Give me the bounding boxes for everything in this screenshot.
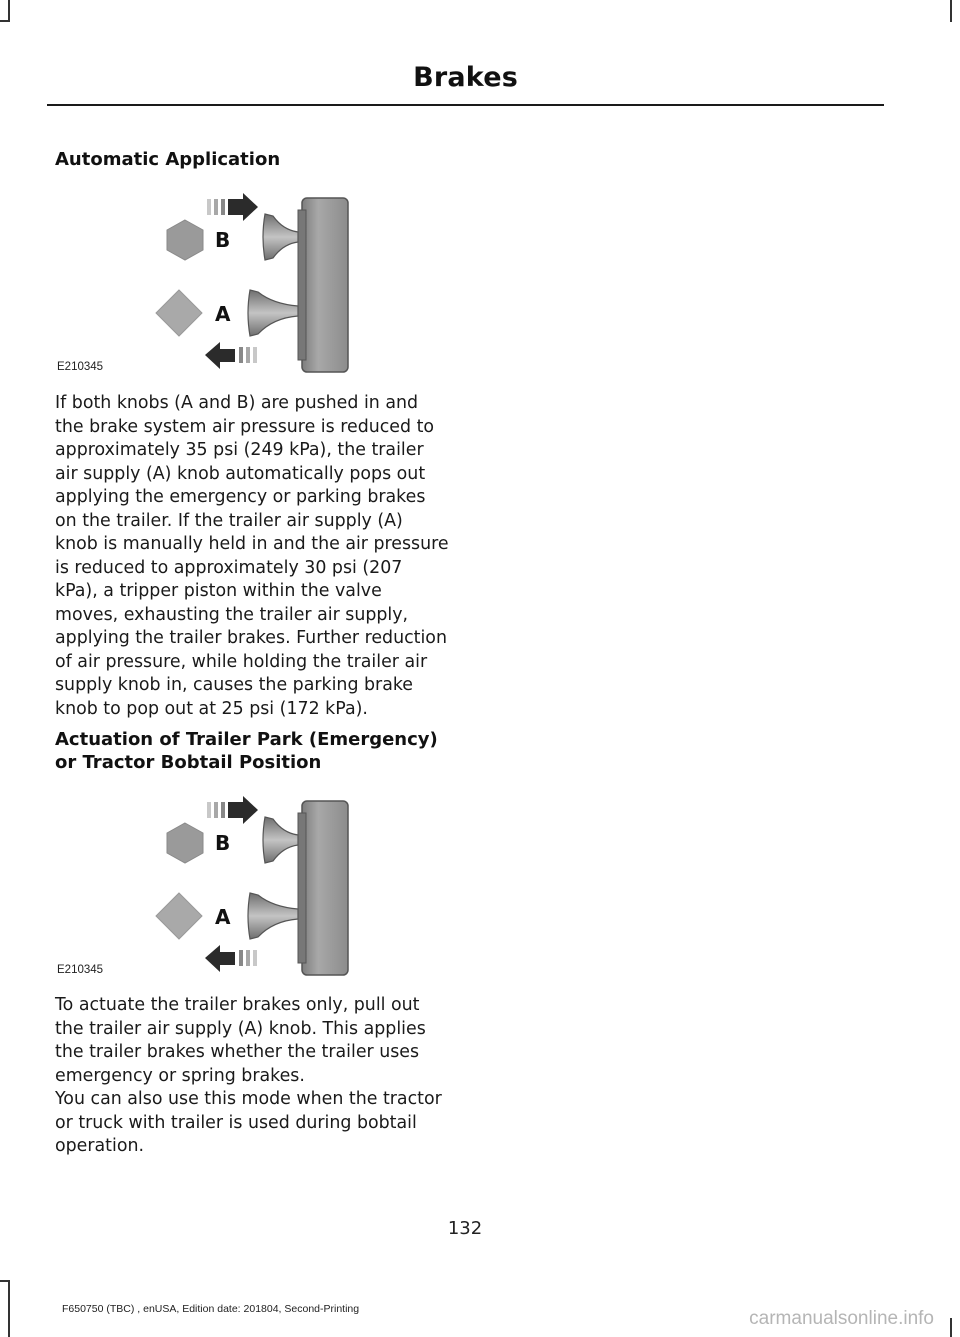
figure-brake-knobs-2: [55, 795, 355, 980]
body-text-block-2: [55, 994, 450, 1088]
body-text-block-1: [55, 392, 450, 721]
crop-mark-top-right-v: [950, 0, 952, 22]
paragraph: You can also use this mode when the tractor or truck with trailer is used during bobtail operation.: [55, 1089, 442, 1156]
figure-label-b: B: [215, 831, 231, 855]
diamond-knob-a: [156, 893, 202, 939]
section-actuation-trailer-park: [55, 728, 450, 774]
paragraph: To actuate the trailer brakes only, pull out the trailer air supply (A) knob. This applies the trailer brakes whether the trailer uses emergency or spring brakes.: [55, 995, 426, 1086]
diamond-knob-a: [156, 290, 202, 336]
arrow-right-icon: [207, 796, 258, 824]
brake-knobs-illustration: [55, 192, 355, 377]
crop-mark-top-left-v: [8, 0, 10, 22]
section-heading: Automatic Application: [55, 149, 281, 170]
crop-mark-bottom-left-v: [8, 1280, 10, 1337]
footer-edition-info: F650750 (TBC) , enUSA, Edition date: 201804, Second-Printing: [62, 1303, 360, 1315]
page-header-title: Brakes: [413, 62, 518, 93]
figure-label-b: B: [215, 228, 231, 252]
figure-code: E210345: [57, 361, 104, 373]
section-automatic-application: [55, 148, 450, 171]
arrow-right-icon: [207, 193, 258, 221]
crop-mark-bottom-left-h: [0, 1280, 10, 1282]
watermark: carmanualsonline.info: [749, 1308, 934, 1329]
hexagon-knob-b: [167, 823, 203, 863]
figure-label-a: A: [215, 905, 231, 929]
brake-knobs-illustration: [55, 795, 355, 980]
section-heading: Actuation of Trailer Park (Emergency) or Tractor Bobtail Position: [55, 729, 438, 773]
arrow-left-icon: [205, 342, 257, 369]
crop-mark-top-left-h: [0, 20, 10, 22]
body-text-block-3: [55, 1088, 450, 1159]
arrow-left-icon: [205, 945, 257, 972]
header-divider: [47, 104, 884, 106]
page-number: 132: [447, 1218, 483, 1239]
figure-code: E210345: [57, 964, 104, 976]
crop-mark-bottom-right-v: [950, 1318, 952, 1337]
hexagon-knob-b: [167, 220, 203, 260]
paragraph: If both knobs (A and B) are pushed in and the brake system air pressure is reduced to approximately 35 psi (249 kPa), the trailer air supply (A) knob automatically pops out applying the emergency or parking brakes on the trailer. If the trailer air supply (A) knob is manually held in and the air pressure is reduced to approximately 30 psi (207 kPa), a tripper piston within the valve moves, exhausting the trailer air supply, applying the trailer brakes. Further reduction of air pressure, while holding the trailer air supply knob in, causes the parking brake knob to pop out at 25 psi (172 kPa).: [55, 393, 449, 719]
figure-brake-knobs-1: [55, 192, 355, 377]
figure-label-a: A: [215, 302, 231, 326]
